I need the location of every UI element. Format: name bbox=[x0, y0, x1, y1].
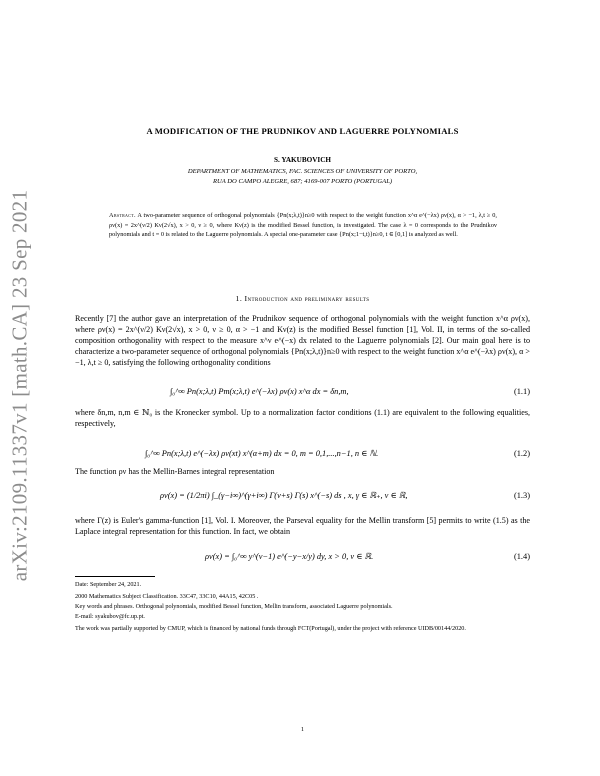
equation-1-1 bbox=[75, 386, 530, 408]
affiliation-line-2: RUA DO CAMPO ALEGRE, 687; 4169-007 PORTO (PORTUGAL) bbox=[212, 178, 393, 185]
equation-1-3 bbox=[75, 490, 530, 512]
equation-1-3-body: ρν(x) = (1/2πi) ∫_(γ−i∞)^(γ+i∞) Γ(ν+s) Γ(s) x^(−s) ds , x, γ ∈ ℝ₊, ν ∈ ℝ, bbox=[160, 491, 408, 500]
paragraph-parseval: where Γ(z) is Euler's gamma-function [1], Vol. I. Moreover, the Parseval equality for the Mellin transform [5] permits to write (1.5) as the Laplace integral representation for this function. In fact, we obtain bbox=[75, 516, 530, 536]
page-number: 1 bbox=[300, 726, 305, 733]
paper-page bbox=[75, 0, 530, 776]
footnote-keywords: Key words and phrases. Orthogonal polynomials, modified Bessel function, Mellin transform, associated Laguerre polynomials. bbox=[75, 603, 393, 610]
abstract bbox=[109, 211, 497, 240]
footnote-rule bbox=[75, 576, 155, 577]
abstract-label: Abstract. bbox=[109, 212, 136, 219]
equation-1-2-number: (1.2) bbox=[513, 449, 530, 458]
equation-1-2-body: ∫₀^∞ Pn(x;λ,t) e^(−λx) ρν(xt) x^(α+m) dx = 0, m = 0,1,...,n−1, n ∈ ℕ. bbox=[145, 449, 379, 458]
intro-paragraph: Recently [7] the author gave an interpretation of the Prudnikov sequence of orthogonal polynomials with the weight function x^α ρν(x), where ρν(x) = 2x^(ν/2) Kν(2√x), x > 0, ν ≥ 0, α > −1 and Kν(z) is the modified Bessel function [1], Vol. II, in terms of the so-called composition orthogonality with respect to the measure x^ν e^(−x) dx related to the Laguerre polynomials [2]. Our main goal here is to characterize a two-parameter sequence of orthogonal polynomials {Pn(x;λ,t)}n≥0 with respect to the weight function x^α e^(−λx) ρν(x), α > −1, λ,t ≥ 0, satisfying the following orthogonality conditions bbox=[75, 314, 530, 367]
footnote-date: Date: September 24, 2021. bbox=[75, 581, 142, 588]
equation-1-1-number: (1.1) bbox=[513, 387, 530, 396]
section-heading: 1. Introduction and preliminary results bbox=[235, 294, 370, 303]
footnote-msc: 2000 Mathematics Subject Classification. 33C47, 33C10, 44A15, 42C05 . bbox=[75, 593, 259, 600]
arxiv-stamp: arXiv:2109.11337v1 [math.CA] 23 Sep 2021 bbox=[7, 189, 32, 581]
equation-1-1-body: ∫₀^∞ Pn(x;λ,t) Pm(x;λ,t) e^(−λx) ρν(x) x^α dx = δn,m, bbox=[170, 387, 349, 396]
abstract-text: A two-parameter sequence of orthogonal polynomials {Pn(x;λ,t)}n≥0 with respect to the weight function x^α e^(−λx) ρν(x), α > −1, λ,t ≥ 0, ρν(x) = 2x^(ν/2) Kν(2√x), x > 0, ν ≥ 0, where Kν(z) is the modified Bessel function, is investigated. The case λ = 0 corresponds to the Prudnikov polynomials and t = 0 is related to the Laguerre polynomials. A special one-parameter case {Pn(x;1−t,t)}n≥0, t ∈ [0,1] is analyzed as well. bbox=[109, 212, 497, 239]
paper-title: A MODIFICATION OF THE PRUDNIKOV AND LAGUERRE POLYNOMIALS bbox=[146, 126, 459, 136]
equation-1-4 bbox=[75, 551, 530, 573]
paragraph-mellin-barnes: The function ρν has the Mellin-Barnes integral representation bbox=[75, 467, 275, 476]
equation-1-4-body: ρν(x) = ∫₀^∞ y^(ν−1) e^(−y−x/y) dy, x > 0, ν ∈ ℝ. bbox=[205, 552, 374, 561]
author-name: S. YAKUBOVICH bbox=[274, 156, 331, 164]
footnote-support: The work was partially supported by CMUP, which is financed by national funds through FCT(Portugal), under the project with reference UIDB/00144/2020. bbox=[75, 625, 466, 632]
paragraph-kronecker: where δn,m, n,m ∈ ℕ₀ is the Kronecker symbol. Up to a normalization factor conditions (1.1) are equivalent to the following equalities, respectively, bbox=[75, 408, 530, 428]
affiliation bbox=[75, 167, 530, 187]
equation-1-4-number: (1.4) bbox=[513, 552, 530, 561]
footnote-email: E-mail: syakubov@fc.up.pt. bbox=[75, 613, 145, 620]
equation-1-3-number: (1.3) bbox=[513, 491, 530, 500]
affiliation-line-1: DEPARTMENT OF MATHEMATICS, FAC. SCIENCES OF UNIVERSITY OF PORTO, bbox=[187, 168, 418, 175]
